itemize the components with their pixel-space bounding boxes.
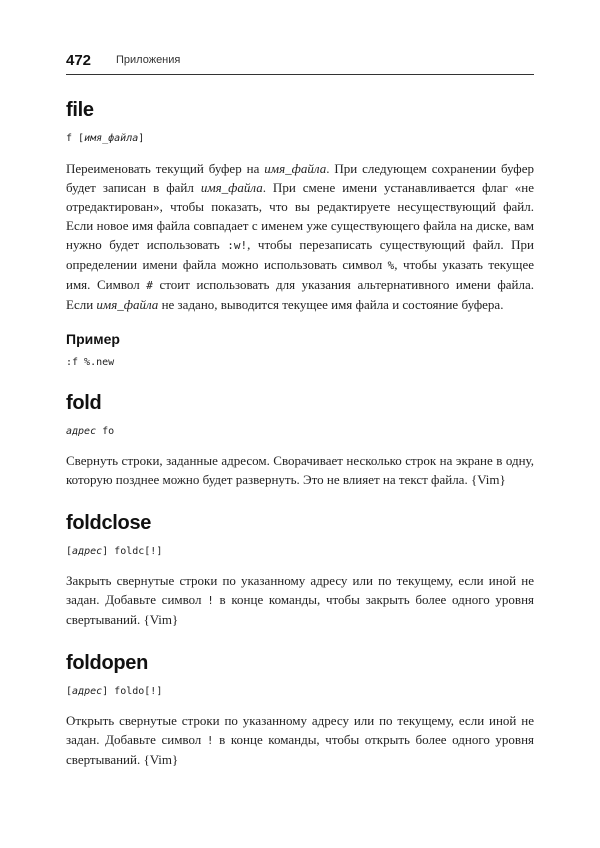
entry-title-foldclose: foldclose bbox=[66, 512, 152, 534]
entry-title-file: file bbox=[66, 99, 94, 121]
entry-title-foldopen: foldopen bbox=[66, 652, 149, 674]
entry-syntax-foldopen: [адрес] foldo[!] bbox=[66, 686, 163, 697]
entry-syntax-foldclose: [адрес] foldc[!] bbox=[66, 546, 163, 557]
entry-description-foldopen: Открыть свернутые строки по указанному адресу или по текущему, если иной не задан. Добавьте символ ! в конце команды, чтобы открыть более одного уровня свертываний. {Vim} bbox=[66, 713, 535, 767]
entry-syntax-file: f [имя_файла] bbox=[66, 133, 145, 144]
page-number: 472 bbox=[66, 52, 92, 69]
entry-description-fold: Свернуть строки, заданные адресом. Сворачивает несколько строк на экране в одну, которую позднее можно будет развернуть. Это не влияет на текст файла. {Vim} bbox=[66, 453, 534, 487]
entry-description-file: Переименовать текущий буфер на имя_файла. При следующем сохранении буфер будет записан в файл имя_файла. При смене имени устанавливается флаг «не отредактирован», чтобы показать, что вы редактируете несуществующий файл. Если новое имя файла совпадает с именем уже существующего файла на диске, вам нужно будет использовать :w!, чтобы перезаписать существующий файл. При определении имени файла можно использовать символ %, чтобы указать текущее имя. Символ # стоит использовать для указания альтернативного имени файла. Если имя_файла не задано, выводится текущее имя файла и состояние буфера. bbox=[66, 161, 535, 312]
running-header bbox=[66, 52, 534, 75]
entry-syntax-fold: адрес fo bbox=[66, 426, 115, 437]
entry-title-fold: fold bbox=[66, 392, 102, 414]
entry-description-foldclose: Закрыть свернутые строки по указанному адресу или по текущему, если иной не задан. Добавьте символ ! в конце команды, чтобы закрыть более одного уровня свертываний. {Vim} bbox=[66, 573, 535, 627]
chapter-title: Приложения bbox=[116, 54, 181, 66]
example-heading: Пример bbox=[66, 331, 120, 347]
page-content bbox=[66, 98, 534, 769]
example-code: :f %.new bbox=[66, 357, 115, 368]
